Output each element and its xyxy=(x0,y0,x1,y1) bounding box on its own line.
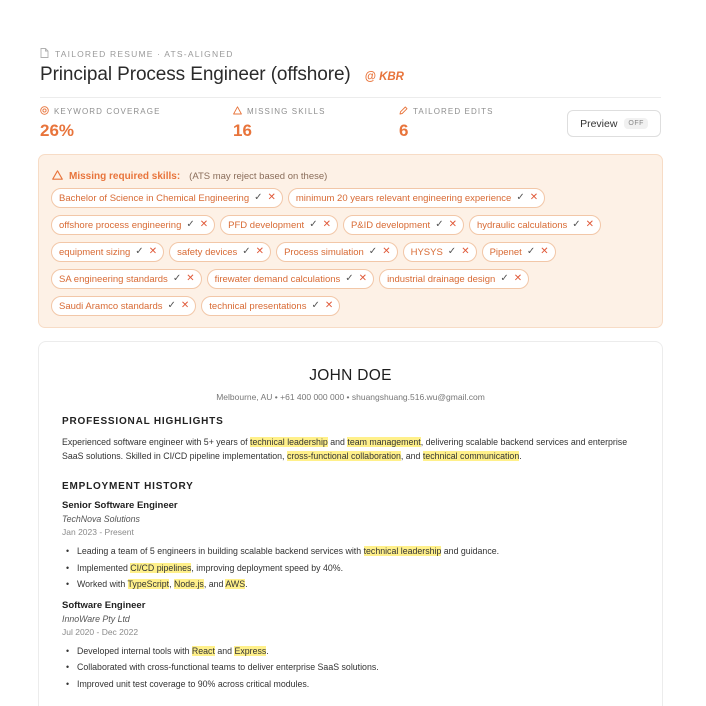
missing-skill-chip xyxy=(220,215,338,235)
stat-value: 6 xyxy=(399,121,409,140)
check-icon[interactable]: ✓ xyxy=(242,246,251,257)
company-name: @ KBR xyxy=(364,71,404,83)
highlighted-keyword: CI/CD pipelines xyxy=(130,562,192,573)
skill-label: industrial drainage design xyxy=(387,273,496,285)
warning-icon xyxy=(52,167,63,185)
text-segment: Experienced software engineer with 5+ years of xyxy=(62,437,251,447)
close-icon[interactable]: ✕ xyxy=(513,273,523,284)
close-icon[interactable]: ✕ xyxy=(358,273,368,284)
check-icon[interactable]: ✓ xyxy=(311,300,320,311)
missing-skills-header xyxy=(52,167,327,185)
candidate-contact: Melbourne, AU • +61 400 000 000 • shuangshuang.516.wu@gmail.com xyxy=(216,392,485,402)
missing-skill-chip xyxy=(482,242,556,262)
text-segment: Collaborated with cross-functional teams to deliver enterprise SaaS solutions. xyxy=(77,662,379,672)
missing-skill-chip xyxy=(51,269,202,289)
close-icon[interactable]: ✕ xyxy=(448,219,457,230)
skill-label: Saudi Aramco standards xyxy=(59,300,163,312)
bullet-item xyxy=(62,560,642,577)
check-icon[interactable]: ✓ xyxy=(167,300,176,311)
skill-label: P&ID development xyxy=(350,219,431,231)
check-icon[interactable]: ✓ xyxy=(526,246,536,257)
text-segment: . xyxy=(519,451,522,461)
job-dates: Jul 2020 - Dec 2022 xyxy=(62,626,139,637)
check-icon[interactable]: ✓ xyxy=(500,273,509,284)
close-icon[interactable]: ✕ xyxy=(529,192,539,203)
pencil-icon xyxy=(399,106,408,117)
highlighted-keyword: AWS xyxy=(225,579,246,589)
close-icon[interactable]: ✕ xyxy=(585,219,595,230)
skill-label: PFD development xyxy=(228,219,305,231)
job-company: InnoWare Pty Ltd xyxy=(62,613,130,624)
check-icon[interactable]: ✓ xyxy=(572,219,581,230)
header-divider xyxy=(40,97,661,98)
stat-value: 16 xyxy=(233,121,252,140)
missing-skill-chip xyxy=(51,296,196,316)
resume-preview xyxy=(38,341,663,706)
job-company: TechNova Solutions xyxy=(62,514,140,524)
missing-skill-chip xyxy=(51,188,283,208)
text-segment: , improving deployment speed by 40%. xyxy=(191,562,344,573)
missing-skill-chip xyxy=(51,215,215,235)
bullet-item xyxy=(62,576,642,593)
stat-label: MISSING SKILLS xyxy=(247,107,326,116)
highlighted-keyword: technical leadership xyxy=(250,437,328,447)
bullet-item xyxy=(62,543,642,560)
text-segment: Developed internal tools with xyxy=(77,645,192,656)
close-icon[interactable]: ✕ xyxy=(180,300,190,311)
missing-skill-chip xyxy=(379,269,529,289)
stat-missing-skills xyxy=(233,106,326,141)
text-segment: and xyxy=(327,437,348,447)
text-segment: and xyxy=(214,645,235,656)
close-icon[interactable]: ✕ xyxy=(324,300,334,311)
highlighted-keyword: Express xyxy=(234,645,267,656)
check-icon[interactable]: ✓ xyxy=(516,192,525,203)
job-bullets xyxy=(62,643,642,693)
bullet-item xyxy=(62,676,642,693)
employment-list xyxy=(62,500,642,692)
section-heading-highlights: PROFESSIONAL HIGHLIGHTS xyxy=(62,416,224,427)
highlighted-keyword: technical communication xyxy=(422,451,520,461)
job-entry xyxy=(62,600,642,693)
skill-label: Pipenet xyxy=(489,246,522,258)
highlighted-keyword: technical leadership xyxy=(363,546,442,556)
close-icon[interactable]: ✕ xyxy=(540,246,549,257)
highlighted-keyword: cross-functional collaboration xyxy=(286,451,401,461)
text-segment: , and xyxy=(400,451,423,461)
preview-toggle-button[interactable] xyxy=(567,110,661,137)
preview-state-badge: OFF xyxy=(624,118,648,129)
highlighted-keyword: React xyxy=(191,645,215,656)
close-icon[interactable]: ✕ xyxy=(186,273,195,284)
skill-label: SA engineering standards xyxy=(59,273,168,285)
missing-skills-chip-list xyxy=(51,188,651,316)
skill-label: HYSYS xyxy=(410,246,443,258)
missing-skill-chip xyxy=(201,296,340,316)
warning-icon xyxy=(233,106,242,117)
skill-label: Process simulation xyxy=(284,246,364,258)
close-icon[interactable]: ✕ xyxy=(322,219,331,230)
text-segment: . xyxy=(245,579,248,589)
missing-skill-chip xyxy=(276,242,398,262)
resume-eyebrow xyxy=(40,48,234,60)
missing-skill-chip xyxy=(51,242,164,262)
document-icon xyxy=(40,48,49,60)
missing-skills-title: Missing required skills: xyxy=(69,170,181,182)
professional-highlights-text xyxy=(62,435,642,463)
check-icon[interactable]: ✓ xyxy=(254,192,263,203)
skill-label: technical presentations xyxy=(209,300,307,312)
check-icon[interactable]: ✓ xyxy=(172,273,182,284)
text-segment: Improved unit test coverage to 90% across critical modules. xyxy=(77,678,310,689)
missing-skill-chip xyxy=(169,242,271,262)
check-icon[interactable]: ✓ xyxy=(309,219,318,230)
check-icon[interactable]: ✓ xyxy=(435,219,444,230)
text-segment: Leading a team of 5 engineers in building scalable backend services with xyxy=(77,546,364,556)
job-dates: Jan 2023 - Present xyxy=(62,527,134,537)
check-icon[interactable]: ✓ xyxy=(345,273,354,284)
text-segment: Implemented xyxy=(77,562,131,573)
stat-keyword-coverage xyxy=(40,106,161,141)
text-segment: , and xyxy=(203,579,226,589)
missing-skills-note: (ATS may reject based on these) xyxy=(189,170,328,182)
text-segment: . xyxy=(266,645,269,656)
bullet-item xyxy=(62,643,642,660)
skill-label: safety devices xyxy=(177,246,238,258)
stat-tailored-edits xyxy=(399,106,494,141)
close-icon[interactable]: ✕ xyxy=(148,246,158,257)
check-icon[interactable]: ✓ xyxy=(368,246,378,257)
close-icon[interactable]: ✕ xyxy=(267,192,276,203)
candidate-name: JOHN DOE xyxy=(309,367,392,384)
preview-label: Preview xyxy=(580,117,618,130)
job-entry xyxy=(62,500,642,593)
bullet-item xyxy=(62,659,642,676)
text-segment: Worked with xyxy=(77,579,128,589)
close-icon[interactable]: ✕ xyxy=(382,246,391,257)
section-heading-employment: EMPLOYMENT HISTORY xyxy=(62,481,194,492)
job-role: Software Engineer xyxy=(62,599,146,611)
title-row xyxy=(40,64,404,86)
eyebrow-label: TAILORED RESUME · ATS-ALIGNED xyxy=(55,49,234,59)
close-icon[interactable]: ✕ xyxy=(461,246,470,257)
stat-label: KEYWORD COVERAGE xyxy=(54,107,161,116)
missing-skill-chip xyxy=(207,269,374,289)
skill-label: minimum 20 years relevant engineering experience xyxy=(295,192,512,204)
skill-label: hydraulic calculations xyxy=(476,219,568,231)
check-icon[interactable]: ✓ xyxy=(135,246,144,257)
missing-skill-chip xyxy=(403,242,477,262)
target-icon xyxy=(40,106,49,117)
stat-label: TAILORED EDITS xyxy=(413,107,494,116)
skill-label: offshore process engineering xyxy=(59,219,182,231)
stat-value: 26% xyxy=(40,121,75,140)
skill-label: firewater demand calculations xyxy=(214,273,341,285)
highlighted-keyword: TypeScript xyxy=(127,579,170,589)
missing-skill-chip xyxy=(343,215,464,235)
close-icon[interactable]: ✕ xyxy=(199,219,209,230)
missing-skills-panel xyxy=(38,154,663,328)
missing-skill-chip xyxy=(469,215,601,235)
text-segment: , delivering scalable backend services and enterprise SaaS solutions. Skilled in CI/CD pipeline implementation, xyxy=(62,437,628,461)
job-title: Principal Process Engineer (offshore) xyxy=(40,64,351,85)
highlighted-keyword: Node.js xyxy=(173,579,204,589)
skill-label: equipment sizing xyxy=(59,246,131,258)
text-segment: and guidance. xyxy=(441,546,500,556)
highlighted-keyword: team management xyxy=(347,437,421,447)
missing-skill-chip xyxy=(288,188,545,208)
skill-label: Bachelor of Science in Chemical Engineering xyxy=(59,192,250,204)
text-segment: , xyxy=(169,579,174,589)
resume-body xyxy=(62,416,642,692)
check-icon[interactable]: ✓ xyxy=(186,219,195,230)
check-icon[interactable]: ✓ xyxy=(447,246,457,257)
job-role: Senior Software Engineer xyxy=(62,500,178,511)
job-bullets xyxy=(62,543,642,593)
close-icon[interactable]: ✕ xyxy=(255,246,265,257)
